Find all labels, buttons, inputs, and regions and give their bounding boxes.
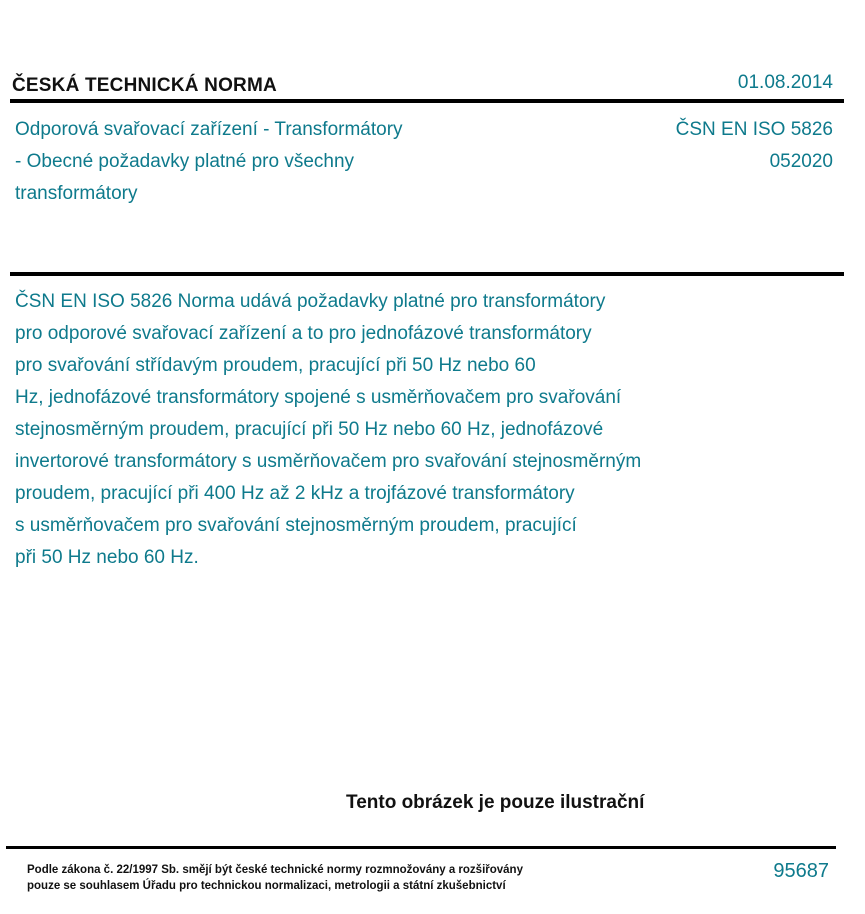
standard-title-line: transformátory — [15, 183, 138, 204]
summary-line: pro svařování střídavým proudem, pracující při 50 Hz nebo 60 — [15, 355, 536, 376]
catalog-number: 95687 — [773, 860, 829, 882]
document-heading: ČESKÁ TECHNICKÁ NORMA — [12, 75, 277, 96]
publication-date: 01.08.2014 — [737, 72, 833, 93]
illustration-note: Tento obrázek je pouze ilustrační — [346, 792, 645, 813]
summary-line: při 50 Hz nebo 60 Hz. — [15, 547, 199, 568]
standard-title-line: - Obecné požadavky platné pro všechny — [15, 151, 355, 172]
header-divider — [10, 99, 844, 103]
legal-notice-line: pouze se souhlasem Úřadu pro technickou normalizaci, metrologii a státní zkušebnictví — [27, 880, 506, 892]
standard-title-line: Odporová svařovací zařízení - Transformátory — [15, 119, 403, 140]
summary-line: Hz, jednofázové transformátory spojené s usměrňovačem pro svařování — [15, 387, 622, 408]
summary-line: s usměrňovačem pro svařování stejnosměrným proudem, pracující — [15, 515, 577, 536]
standard-identifiers — [676, 114, 833, 178]
standard-summary — [15, 286, 735, 574]
standard-title — [15, 114, 485, 210]
summary-line: invertorové transformátory s usměrňovačem pro svařování stejnosměrným — [15, 451, 642, 472]
summary-line: ČSN EN ISO 5826 Norma udává požadavky platné pro transformátory — [15, 291, 606, 312]
title-divider — [10, 272, 844, 276]
legal-notice — [27, 862, 523, 894]
footer-divider — [6, 846, 836, 849]
classification-number: 052020 — [769, 151, 833, 172]
summary-line: pro odporové svařovací zařízení a to pro jednofázové transformátory — [15, 323, 592, 344]
legal-notice-line: Podle zákona č. 22/1997 Sb. smějí být české technické normy rozmnožovány a rozšiřovány — [27, 864, 523, 876]
summary-line: stejnosměrným proudem, pracující při 50 Hz nebo 60 Hz, jednofázové — [15, 419, 604, 440]
summary-line: proudem, pracující při 400 Hz až 2 kHz a trojfázové transformátory — [15, 483, 575, 504]
standard-code: ČSN EN ISO 5826 — [675, 119, 833, 140]
